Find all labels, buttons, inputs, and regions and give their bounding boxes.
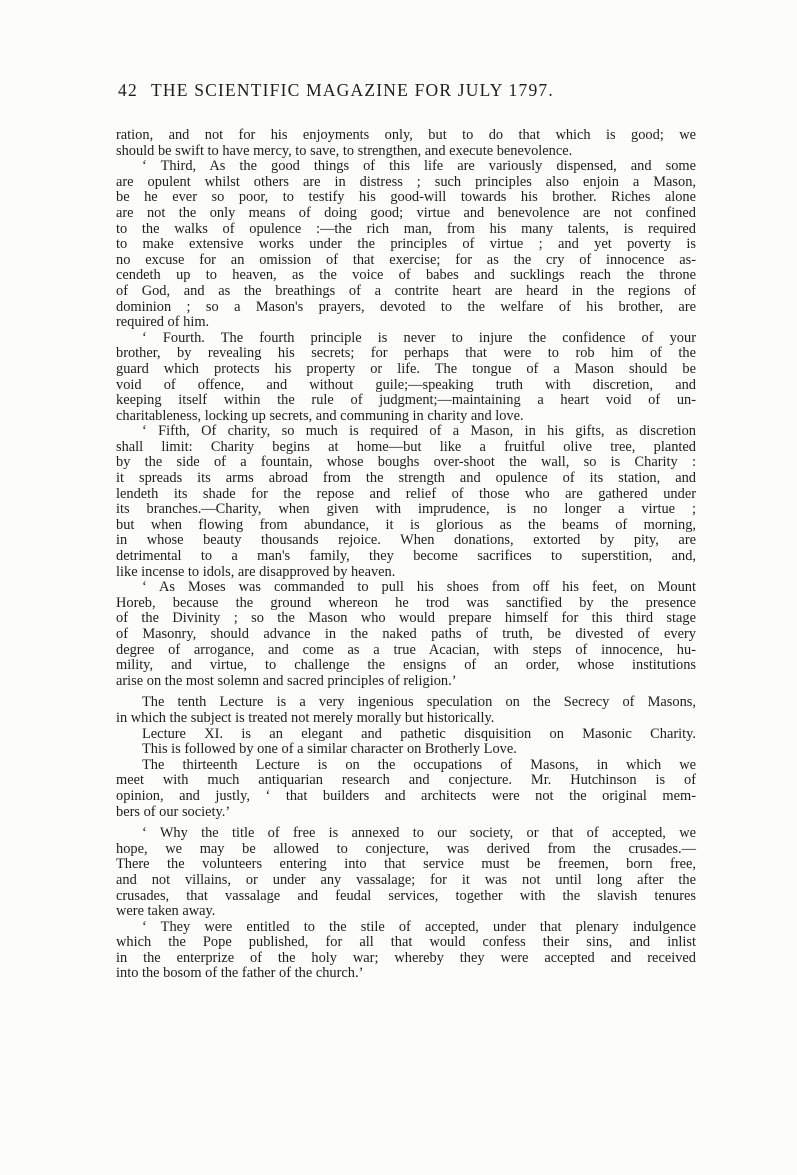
text-line: ‘ Third, As the good things of this life are variously dispensed, and some xyxy=(142,158,696,175)
text-line: arise on the most solemn and sacred principles of religion.’ xyxy=(116,672,457,689)
text-line: to the walks of opulence :—the rich man, from his many talents, is required xyxy=(116,220,696,237)
text-line: ‘ Fifth, Of charity, so much is required of a Mason, in his gifts, as discretion xyxy=(142,423,696,440)
text-line: dominion ; so a Mason's prayers, devoted to the welfare of his brother, are xyxy=(116,298,696,315)
text-line: into the bosom of the father of the church.’ xyxy=(116,965,364,982)
text-line: it spreads its arms abroad from the strength and opulence of its station, and xyxy=(116,470,696,487)
text-line: of God, and as the breathings of a contrite heart are heard in the regions of xyxy=(116,282,696,299)
text-line: opinion, and justly, ‘ that builders and architects were not the original mem- xyxy=(116,787,696,804)
text-line: crusades, that vassalage and feudal services, together with the slavish tenures xyxy=(116,887,696,904)
text-line: ‘ As Moses was commanded to pull his shoes from off his feet, on Mount xyxy=(142,579,696,596)
text-line: The tenth Lecture is a very ingenious speculation on the Secrecy of Masons, xyxy=(142,694,696,711)
text-line: void of offence, and without guile;—speaking truth with discretion, and xyxy=(116,376,696,393)
text-line: by the side of a fountain, whose boughs over-shoot the wall, so is Charity : xyxy=(116,454,696,471)
text-line: required of him. xyxy=(116,314,210,331)
text-line: detrimental to a man's family, they become sacrifices to superstition, and, xyxy=(116,548,696,565)
text-line: mility, and virtue, to challenge the ensigns of an order, whose institutions xyxy=(116,657,696,674)
text-line: its branches.—Charity, when given with imprudence, is no longer a virtue ; xyxy=(116,501,696,518)
running-header xyxy=(118,80,692,110)
text-line: of Masonry, should advance in the naked paths of truth, be divested of every xyxy=(116,626,696,642)
text-line: bers of our society.’ xyxy=(116,803,231,820)
text-line: Lecture XI. is an elegant and pathetic disquisition on Masonic Charity. xyxy=(142,725,696,742)
text-line: of the Divinity ; so the Mason who would prepare himself for this third stage xyxy=(116,610,696,627)
text-line: ‘ Fourth. The fourth principle is never to injure the confidence of your xyxy=(142,329,696,346)
page-number: 42 xyxy=(118,80,138,100)
text-line: degree of arrogance, and come as a true Acacian, with steps of innocence, hu- xyxy=(116,641,696,658)
text-line: lendeth its shade for the repose and relief of those who are gathered under xyxy=(116,485,696,502)
text-line: cendeth up to heaven, as the voice of babes and sucklings reach the throne xyxy=(116,267,696,284)
text-line: but when flowing from abundance, it is glorious as the beams of morning, xyxy=(116,516,696,533)
text-line: in whose beauty thousands rejoice. When donations, extorted by pity, are xyxy=(116,532,696,549)
text-line: which the Pope published, for all that would confess their sins, and inlist xyxy=(116,934,696,951)
text-line: be he ever so poor, to testify his good-will towards his brother. Riches alone xyxy=(116,189,696,206)
running-title: THE SCIENTIFIC MAGAZINE FOR JULY 1797. xyxy=(151,80,554,100)
text-line: ration, and not for his enjoyments only, but to do that which is good; we xyxy=(116,127,696,143)
text-line: brother, by revealing his secrets; for perhaps that were to rob him of the xyxy=(116,345,696,362)
text-line: ‘ They were entitled to the stile of accepted, under that plenary indulgence xyxy=(142,918,696,935)
text-line: This is followed by one of a similar character on Brotherly Love. xyxy=(142,741,517,758)
text-line: are not the only means of doing good; virtue and benevolence are not confined xyxy=(116,204,696,221)
text-line: and not villains, or under any vassalage; for it was not until long after the xyxy=(116,871,696,888)
text-line: hope, we may be allowed to conjecture, was derived from the crusades.— xyxy=(116,840,696,857)
text-line: to make extensive works under the principles of virtue ; and yet poverty is xyxy=(116,236,696,253)
text-line: There the volunteers entering into that service must be freemen, born free, xyxy=(116,856,696,873)
text-line: Horeb, because the ground whereon he trod was sanctified by the presence xyxy=(116,594,696,611)
text-line: in which the subject is treated not merely morally but historically. xyxy=(116,709,495,726)
text-line: guard which protects his property or life. The tongue of a Mason should be xyxy=(116,360,696,377)
text-line: no excuse for an omission of that exercise; for as the cry of innocence as- xyxy=(116,251,696,268)
text-line: meet with much antiquarian research and conjecture. Mr. Hutchinson is of xyxy=(116,772,696,789)
text-line: should be swift to have mercy, to save, to strengthen, and execute benevolence. xyxy=(116,142,573,159)
text-line: charitableness, locking up secrets, and communing in charity and love. xyxy=(116,407,524,424)
text-line: are opulent whilst others are in distress ; such principles also enjoin a Mason, xyxy=(116,173,696,190)
text-line: like incense to idols, are disapproved by heaven. xyxy=(116,563,396,580)
body-text xyxy=(116,128,696,982)
text-line: ‘ Why the title of free is annexed to our society, or that of accepted, we xyxy=(142,825,696,842)
text-line: were taken away. xyxy=(116,903,216,920)
text-line: The thirteenth Lecture is on the occupations of Masons, in which we xyxy=(142,756,696,773)
text-line: keeping itself within the rule of judgment;—maintaining a heart void of un- xyxy=(116,392,696,409)
text-line: in the enterprize of the holy war; whereby they were accepted and received xyxy=(116,949,696,966)
text-line: shall limit: Charity begins at home—but like a fruitful olive tree, planted xyxy=(116,438,696,455)
